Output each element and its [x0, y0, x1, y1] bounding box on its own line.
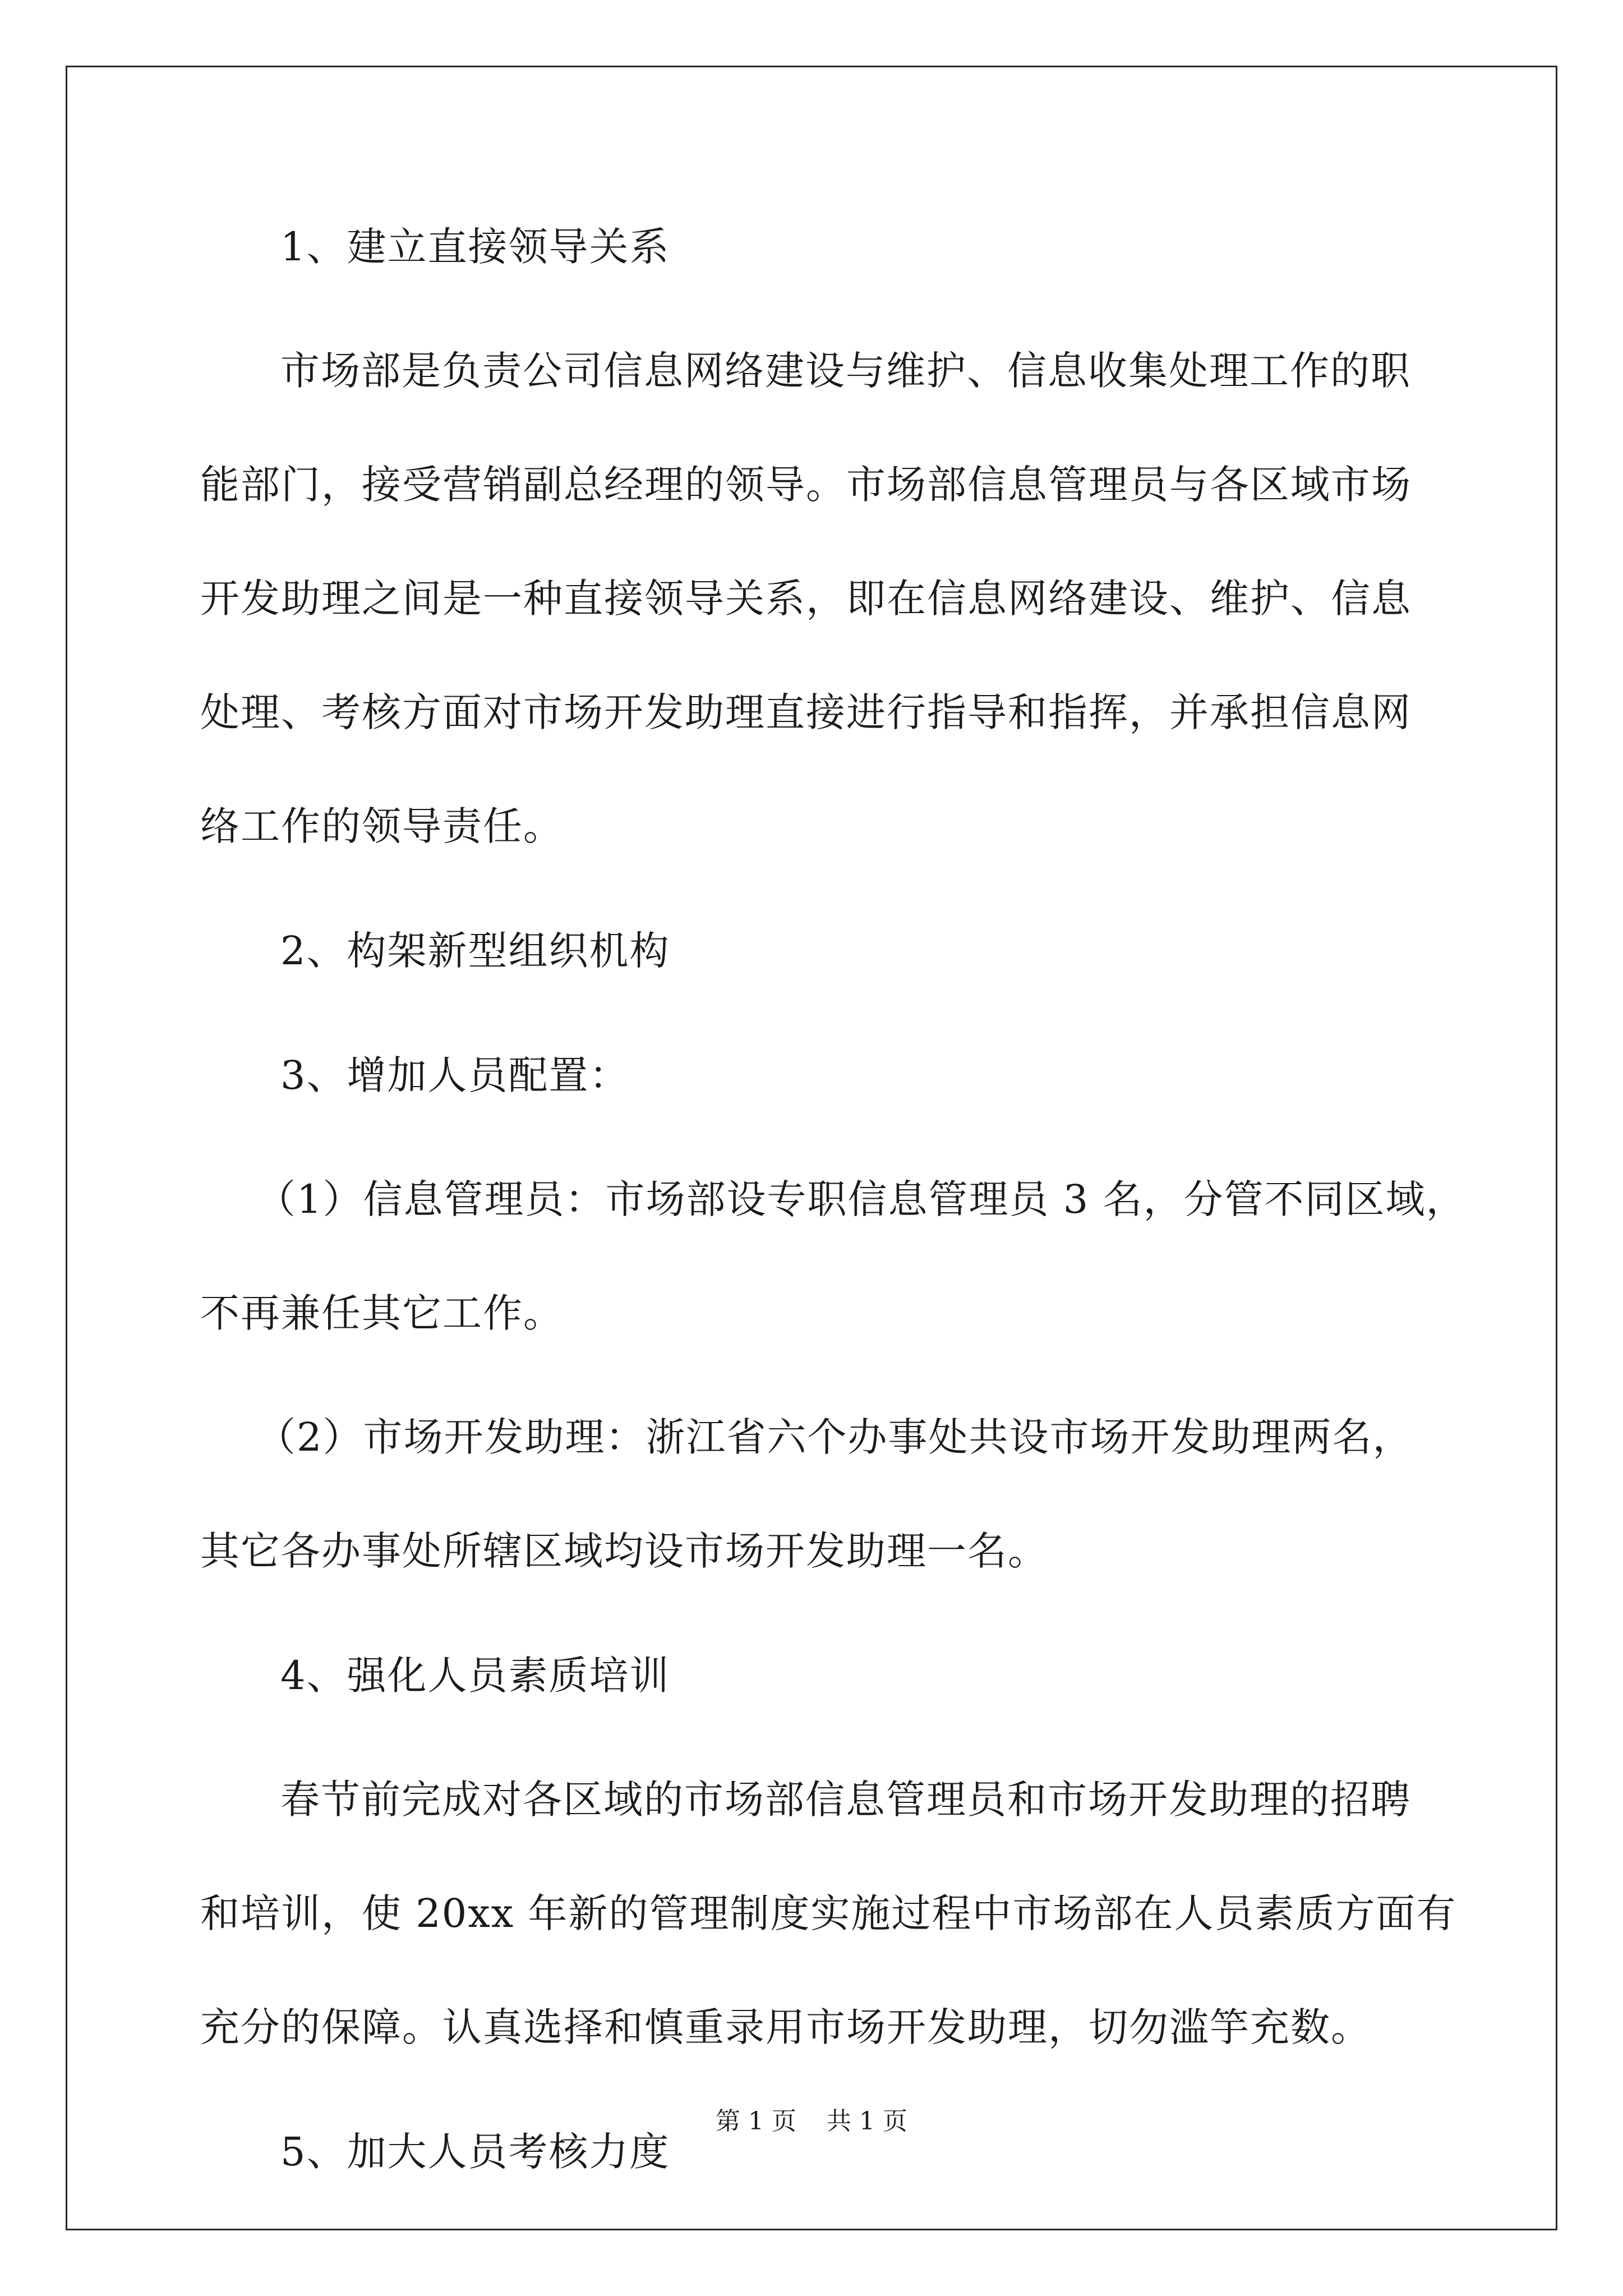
page-total: 共 1 页 [827, 2107, 907, 2136]
paragraph-line: （1）信息管理员：市场部设专职信息管理员 3 名，分管不同区域， [256, 1176, 1467, 1222]
document-body [200, 213, 1467, 2243]
paragraph-line: 开发助理之间是一种直接领导关系，即在信息网络建设、维护、信息 [200, 576, 1412, 622]
paragraph-line: 能部门，接受营销副总经理的领导。市场部信息管理员与各区域市场 [200, 462, 1412, 508]
paragraph-line: 市场部是负责公司信息网络建设与维护、信息收集处理工作的职 [280, 348, 1411, 394]
page-number: 第 1 页 [716, 2107, 796, 2136]
paragraph-line: 春节前完成对各区域的市场部信息管理员和市场开发助理的招聘 [280, 1777, 1411, 1823]
paragraph-1 [200, 314, 1434, 884]
list-item-2 [200, 1381, 1434, 1608]
paragraph-line: 不再兼任其它工作。 [200, 1290, 564, 1336]
heading-2: 2、构架新型组织机构 [280, 928, 670, 974]
paragraph-line: 充分的保障。认真选择和慎重录用市场开发助理，切勿滥竽充数。 [200, 2004, 1371, 2050]
page-footer [0, 2101, 1623, 2137]
paragraph-line: （2）市场开发助理：浙江省六个办事处共设市场开发助理两名， [256, 1414, 1413, 1460]
paragraph-line: 和培训，使 20xx 年新的管理制度实施过程中市场部在人员素质方面有 [200, 1890, 1457, 1936]
heading-4: 4、强化人员素质培训 [280, 1653, 670, 1699]
paragraph-line: 处理、考核方面对市场开发助理直接进行指导和指挥，并承担信息网 [200, 689, 1412, 735]
heading-1: 1、建立直接领导关系 [280, 224, 670, 270]
paragraph-4 [200, 1743, 1457, 2085]
heading-3: 3、增加人员配置： [280, 1052, 630, 1098]
heading-5: 5、加大人员考核力度 [280, 2129, 670, 2175]
paragraph-line: 其它各办事处所辖区域均设市场开发助理一名。 [200, 1528, 1048, 1574]
paragraph-line: 络工作的领导责任。 [200, 803, 564, 849]
list-item-1 [200, 1143, 1467, 1370]
